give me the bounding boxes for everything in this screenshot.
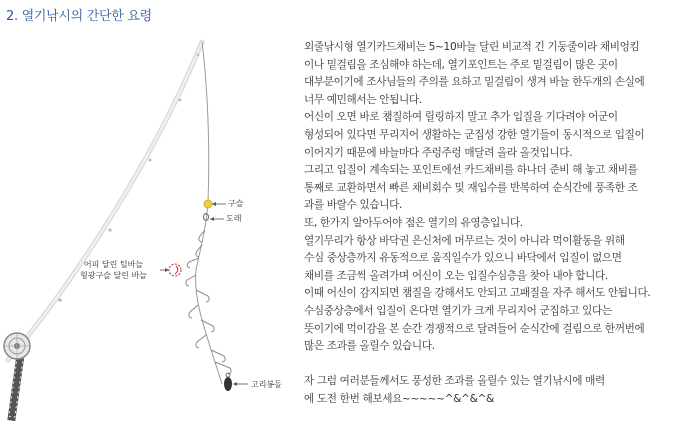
label-sinker: 고리봉돌 (251, 380, 282, 389)
label-bead: 구슬 (228, 199, 244, 208)
text-line: 열기무리가 항상 바닥권 은신처에 머무르는 것이 아니라 먹이활동을 위해 (304, 234, 625, 247)
closing-line: 자 그럼 여러분들께서도 풍성한 조과를 올릴수 있는 열기낚시에 매력 (304, 375, 605, 388)
text-line: 또, 한가지 알아두어야 점은 열기의 유영층입니다. (304, 216, 523, 229)
body-text (304, 39, 686, 408)
text-line: 이어지기 때문에 바늘마다 주렁주렁 매달려 올라 올것입니다. (304, 146, 573, 159)
label-hook-note-line2: 형광구슬 달린 바늘 (80, 271, 147, 280)
section-title: 2. 열기낚시의 간단한 요령 (6, 9, 152, 24)
text-line: 수심 중상층까지 유동적으로 움직일수가 있으니 바닥에서 입질이 없으면 (304, 252, 622, 265)
highlight-circle (169, 264, 181, 276)
text-line: 형성되어 있다면 무리지어 생활하는 군집성 강한 열기들이 동시적으로 입질이 (304, 128, 645, 141)
text-line: 채비를 조금씩 올려가며 어신이 오는 입질수심층을 찾아 내야 합니다. (304, 269, 608, 282)
text-line: 수심중상층에서 입질이 온다면 열기가 크게 무리지어 군집하고 있다는 (304, 304, 612, 317)
text-line: 외줄낚시형 열기카드채비는 5~10바늘 달린 비교적 긴 기둥줄이라 채비엉킴 (304, 41, 640, 53)
label-swivel: 도래 (226, 214, 242, 223)
label-hook-note-line1: 어피 달린 털바늘 (83, 260, 144, 269)
text-line: 많은 조과를 올릴수 있습니다. (304, 340, 435, 353)
sinker (224, 373, 232, 391)
closing-line: 에 도전 한번 해보세요~~~~~^&^&^& (304, 392, 494, 405)
text-line: 대부분이기에 조사님들의 주의를 요하고 밑걸림이 생겨 바늘 한두개의 손실에 (304, 76, 645, 89)
fishing-rig-diagram (0, 0, 300, 435)
text-line: 통째로 교환하면서 빠른 채비회수 및 재입수를 반복하여 순식간에 풍족한 조 (304, 181, 638, 194)
main-line (202, 42, 209, 202)
text-line: 이때 어신이 감지되면 챔질을 강해서도 안되고 고패질을 자주 해서도 안됩니다. (304, 287, 651, 300)
hooks (186, 230, 231, 374)
label-hook-note (80, 259, 147, 281)
fishing-rod (8, 42, 202, 360)
text-line: 그리고 입질이 계속되는 포인트에선 카드채비를 하나더 준비 해 놓고 채비를 (304, 164, 638, 177)
bead (204, 200, 212, 208)
text-line: 이나 밑걸림을 조심해야 하는데, 열기포인트는 주로 밑걸림이 많은 곳이 (304, 58, 618, 71)
text-line: 너무 예민해서는 안됩니다. (304, 93, 422, 106)
text-line: 뜻이기에 먹이감을 본 순간 경쟁적으로 달려들어 순식간에 걸림으로 한꺼번에 (304, 322, 645, 335)
text-line: 과를 바랄수 있습니다. (304, 199, 403, 212)
reel (4, 333, 30, 359)
text-line: 어신이 오면 바로 챔질하여 릴링하지 말고 추가 입질을 기다려야 어군이 (304, 111, 618, 124)
